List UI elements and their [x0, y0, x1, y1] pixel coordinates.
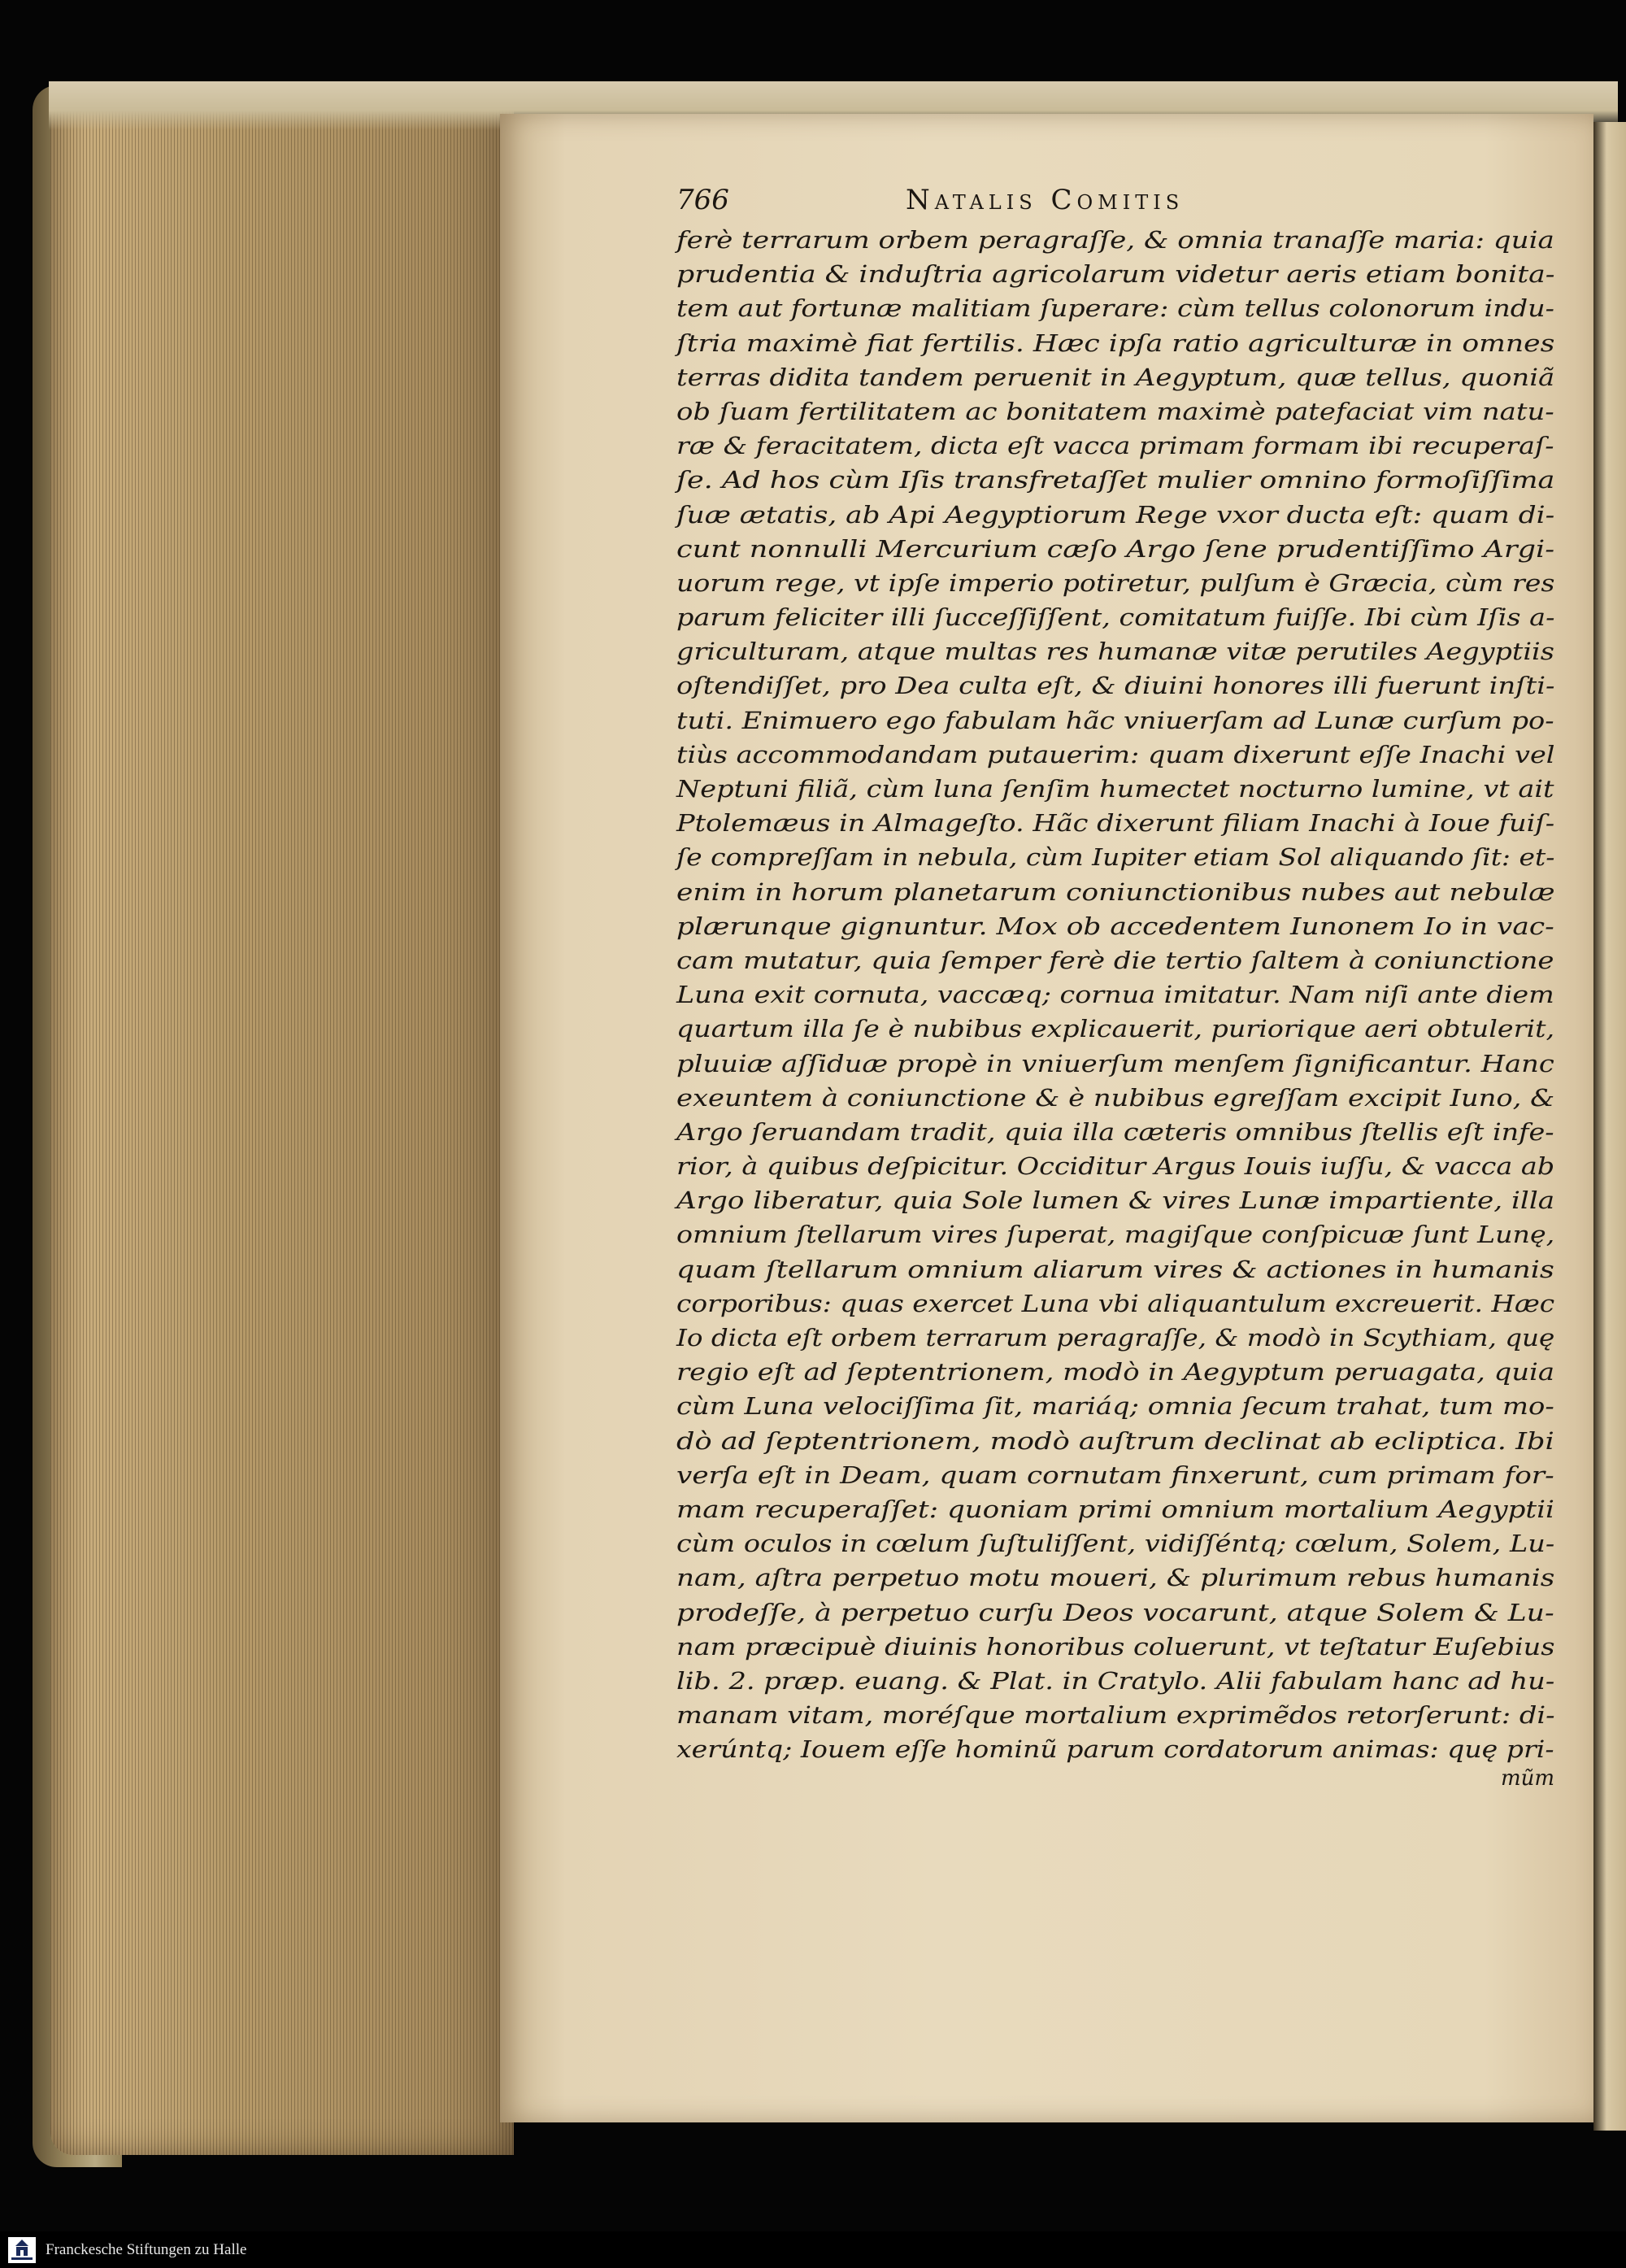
text-line: griculturam, atque multas res humanæ vitæ perutiles Aegyptiis [676, 638, 1554, 666]
text-line: ſe compreſſam in nebula, cùm Iupiter etiam Sol aliquando ſit: et- [676, 843, 1555, 872]
text-line: exeuntem à coniunctione & è nubibus egreſſam excipit Iuno, & [676, 1083, 1555, 1112]
text-line: Neptuni filiã, cùm luna ſenſim humectet nocturno lumine, vt ait [676, 775, 1554, 803]
running-title: Natalis Comitis [906, 184, 1185, 216]
text-line: tiùs accommodandam putauerim: quam dixerunt eſſe Inachi vel [676, 740, 1555, 768]
text-line: ſtria maximè fiat fertilis. Hæc ipſa ratio agriculturæ in omnes [676, 329, 1555, 357]
text-line: prodeſſe, à perpetuo curſu Deos vocarunt, atque Solem & Lu- [676, 1598, 1554, 1626]
text-line: dò ad ſeptentrionem, modò auſtrum declinat ab ecliptica. Ibi [676, 1426, 1554, 1455]
text-line: cùm oculos in cœlum ſuſtuliſſent, vidiſſéntq; cœlum, Solem, Lu- [676, 1530, 1555, 1558]
text-line: quartum illa ſe è nubibus explicauerit, puriorique aeri obtulerit, [676, 1015, 1555, 1043]
text-line: ſe. Ad hos cùm Iſis transfretaſſet mulier omnino formoſiſſima [676, 466, 1555, 494]
page-edges-block [50, 89, 514, 2155]
text-line: prudentia & induſtria agricolarum videtur aeris etiam bonita- [676, 260, 1555, 289]
text-block [676, 177, 1554, 1791]
text-line: nam, aſtra perpetuo motu moueri, & plurimum rebus humanis [676, 1564, 1555, 1592]
text-line: ob ſuam fertilitatem ac bonitatem maximè patefaciat vim natu- [676, 397, 1554, 425]
text-line: manam vitam, moréſque mortalium exprimẽdos retorſerunt: di- [676, 1701, 1555, 1730]
text-line: oſtendiſſet, pro Dea culta eſt, & diuini honores illi fuerunt inſti- [676, 672, 1555, 700]
text-line: regio eſt ad ſeptentrionem, modò in Aegyptum peruagata, quia [676, 1358, 1555, 1386]
text-line: Io dicta eſt orbem terrarum peragraſſe, & modò in Scythiam, quę [676, 1324, 1555, 1352]
institution-name: Franckesche Stiftungen zu Halle [46, 2241, 247, 2258]
page-number: 766 [676, 184, 729, 216]
text-line: Luna exit cornuta, vaccæq; cornua imitatur. Nam niſi ante diem [676, 981, 1554, 1009]
text-line: ſuæ ætatis, ab Api Aegyptiorum Rege vxor ducta eſt: quam di- [676, 500, 1555, 529]
catchword: mũm [1500, 1766, 1554, 1791]
text-line: tem aut fortunæ malitiam ſuperare: cùm tellus colonorum indu- [676, 294, 1554, 323]
text-line: cunt nonnulli Mercurium cæſo Argo ſene prudentiſſimo Argi- [676, 534, 1555, 563]
text-line: rior, à quibus deſpicitur. Occiditur Argus Iouis iuſſu, & vacca ab [676, 1152, 1555, 1181]
text-line: omnium ſtellarum vires ſuperat, magiſque conſpicuæ ſunt Lunę, [676, 1221, 1555, 1249]
text-line: enim in horum planetarum coniunctionibus nubes aut nebulæ [676, 877, 1555, 906]
text-line: nam præcipuè diuinis honoribus coluerunt, vt teſtatur Euſebius [676, 1632, 1555, 1661]
text-line: verſa eſt in Deam, quam cornutam finxerunt, cum primam for- [676, 1460, 1554, 1489]
text-line: Argo ſeruandam tradit, quia illa cæteris omnibus ſtellis eſt infe- [676, 1117, 1554, 1146]
text-line: lib. 2. præp. euang. & Plat. in Cratylo. Alii fabulam hanc ad hu- [676, 1666, 1555, 1695]
text-line: cam mutatur, quia ſemper ferè die tertio ſaltem à coniunctione [676, 946, 1554, 974]
text-line: cùm Luna velociſſima ſit, mariáq; omnia ſecum trahat, tum mo- [676, 1392, 1554, 1421]
text-line: xerúntq; Iouem eſſe hominũ parum cordatorum animas: quę pri- [676, 1735, 1554, 1764]
text-line: plærunque gignuntur. Mox ob accedentem Iunonem Io in vac- [676, 912, 1554, 940]
text-line: ræ & feracitatem, dicta eſt vacca primam formam ibi recuperaſ- [676, 432, 1554, 460]
text-line: terras didita tandem peruenit in Aegyptum, quæ tellus, quoniã [676, 363, 1555, 391]
text-line: Ptolemæus in Almageſto. Hãc dixerunt filiam Inachi à Ioue fuiſ- [676, 809, 1555, 838]
running-head [676, 177, 1554, 223]
text-line: quam ſtellarum omnium aliarum vires & actiones in humanis [676, 1255, 1554, 1283]
text-line: uorum rege, vt ipſe imperio potiretur, pulſum è Græcia, cùm res [676, 568, 1555, 597]
body-text [676, 223, 1554, 1766]
text-line: pluuiæ aſſiduæ propè in vniuerſum menſem ſignificantur. Hanc [676, 1049, 1554, 1077]
text-line: parum feliciter illi ſucceſſiſſent, comitatum fuiſſe. Ibi cùm Iſis a- [676, 603, 1555, 632]
text-line: tuti. Enimuero ego fabulam hãc vniuerſam ad Lunæ curſum po- [676, 706, 1554, 734]
text-line: mam recuperaſſet: quoniam primi omnium mortalium Aegyptii [676, 1495, 1554, 1523]
text-line: ferè terrarum orbem peragraſſe, & omnia tranaſſe maria: quia [676, 226, 1554, 254]
institution-logo-icon [8, 2237, 36, 2263]
text-line: Argo liberatur, quia Sole lumen & vires Lunæ impartiente, illa [676, 1186, 1555, 1215]
text-line: corporibus: quas exercet Luna vbi aliquantulum excreuerit. Hæc [676, 1289, 1555, 1317]
